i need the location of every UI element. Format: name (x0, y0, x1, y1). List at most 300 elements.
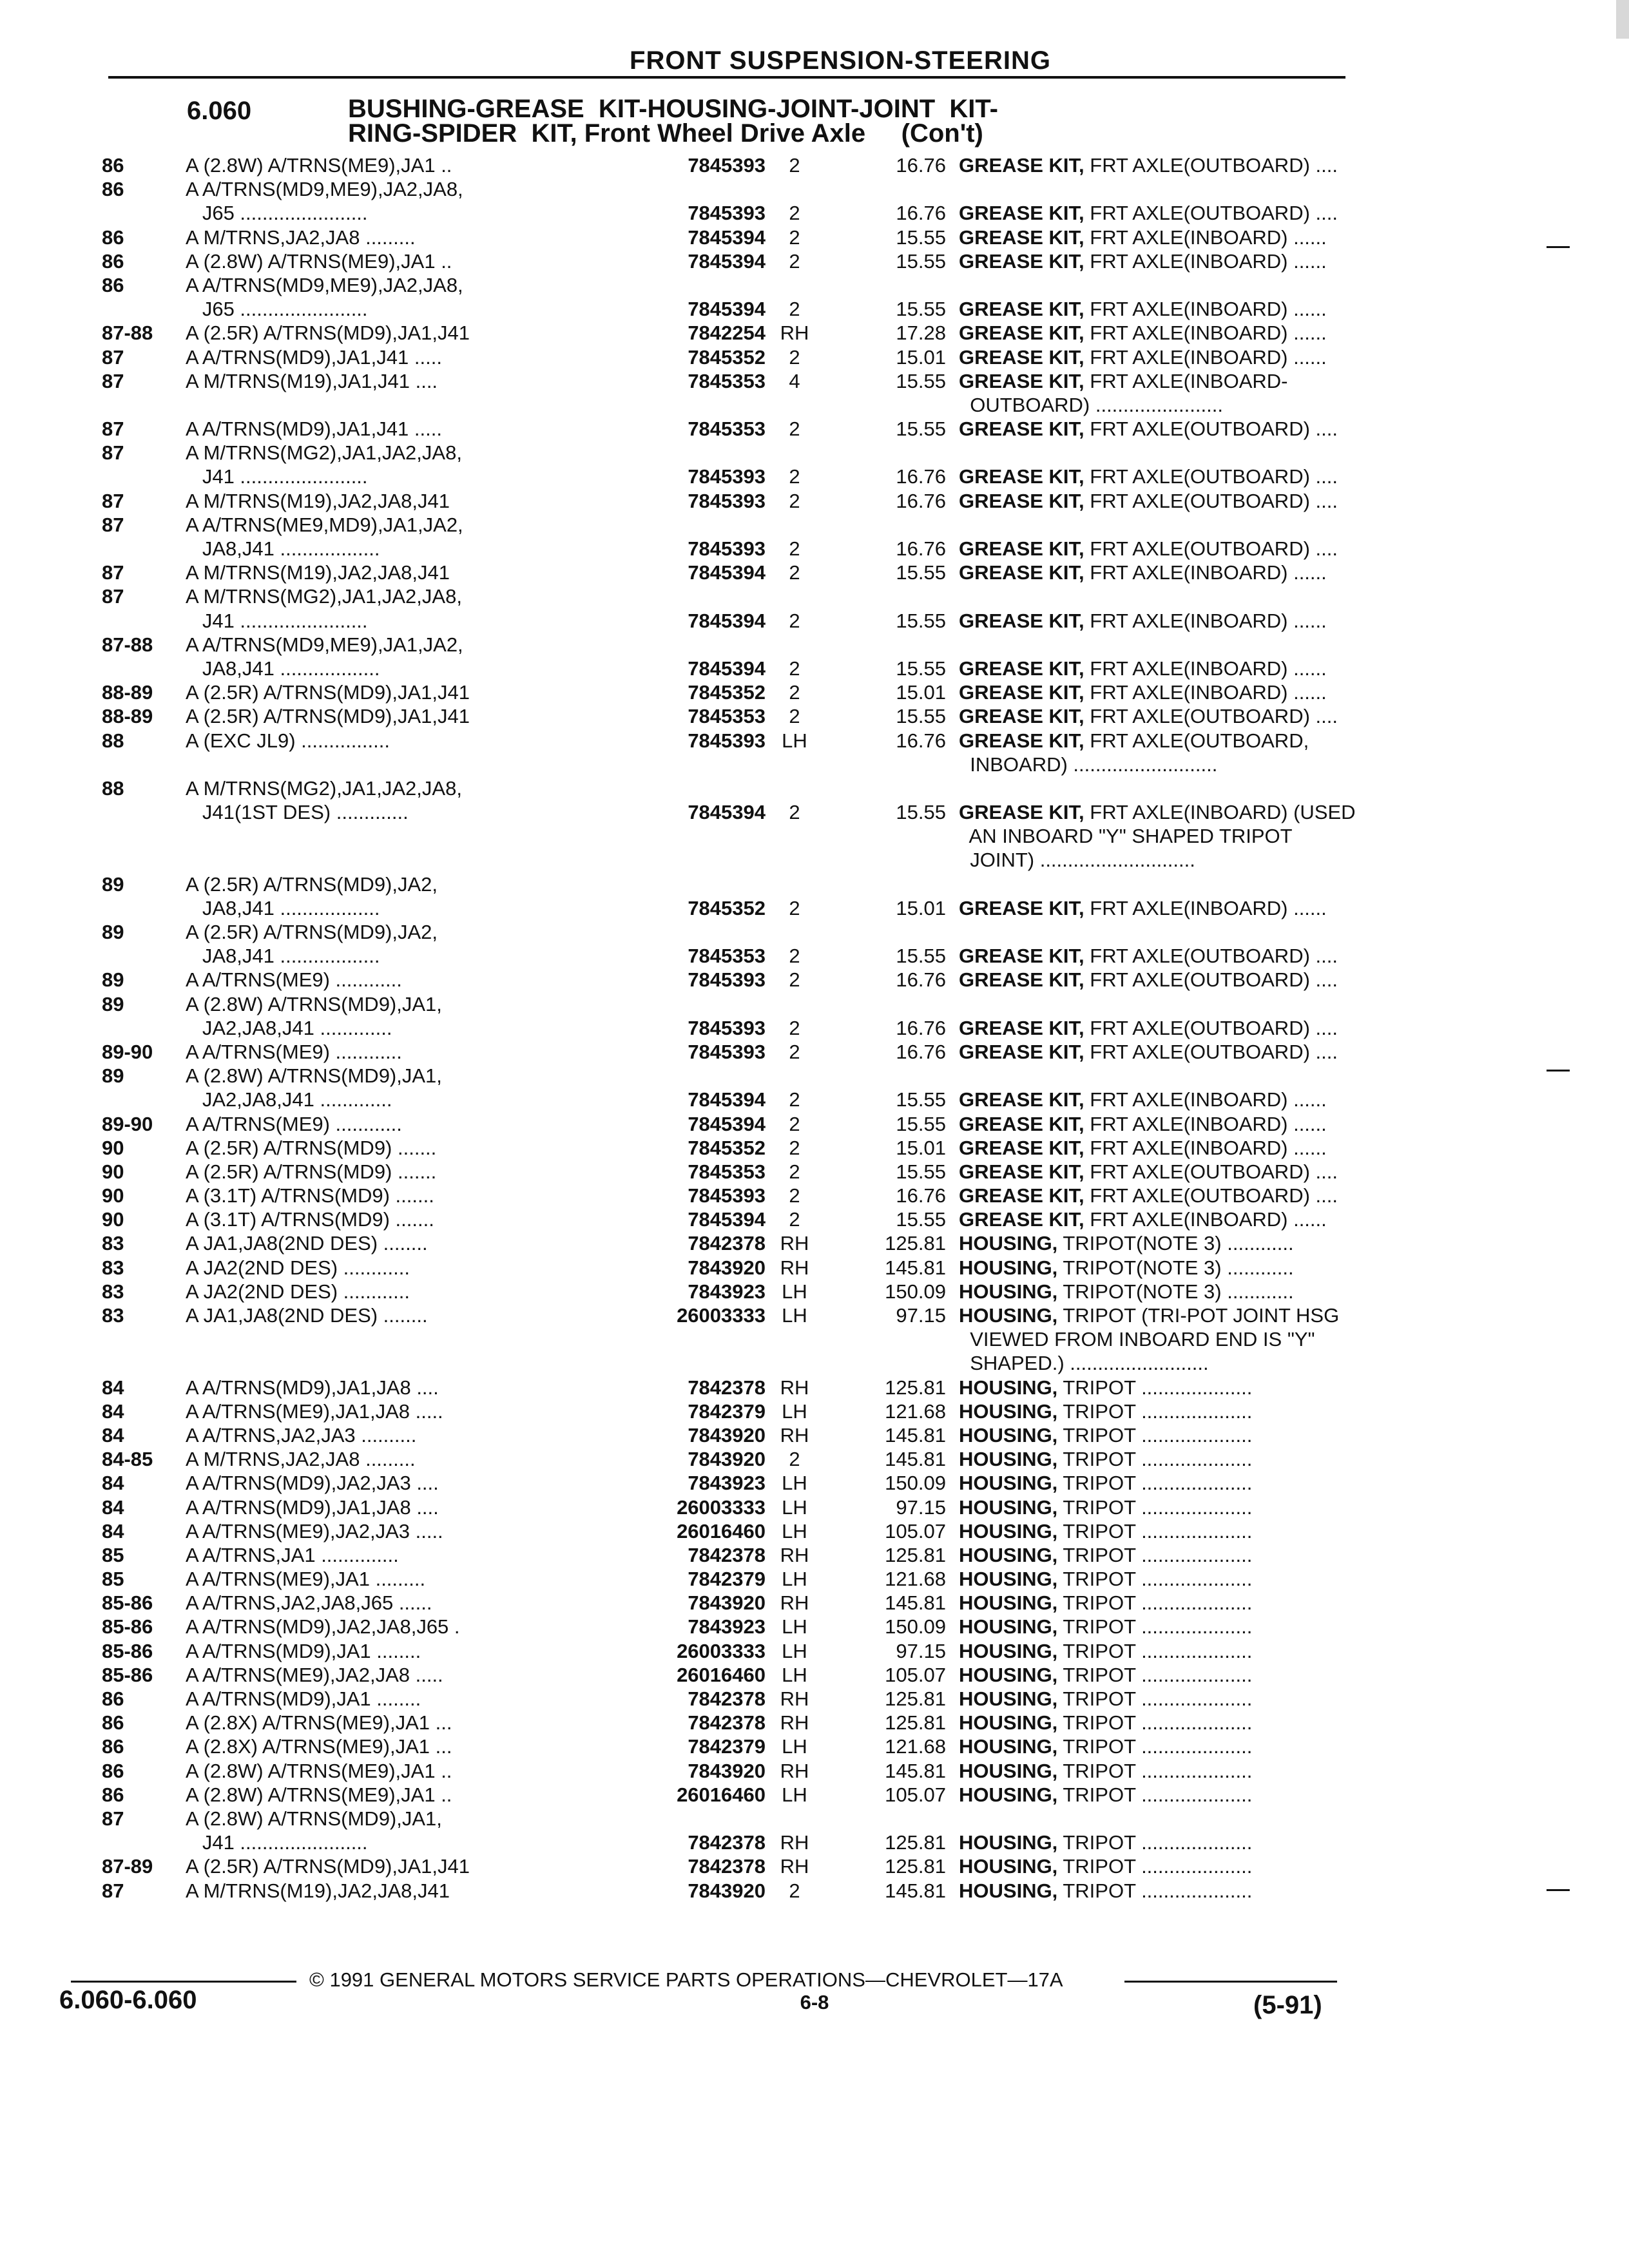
application: J41 ....................... (186, 1831, 368, 1854)
list-item (102, 1615, 1358, 1639)
item-detail: FRT AXLE(INBOARD) ...... (1084, 249, 1327, 273)
model-year: 87 (102, 513, 124, 536)
price: 105.07 (885, 1519, 946, 1542)
item-detail: TRIPOT .................... (1057, 1783, 1253, 1806)
model-year: 86 (102, 1711, 124, 1735)
price: 125.81 (885, 1831, 946, 1854)
price: 16.76 (896, 537, 946, 560)
list-item (102, 321, 1358, 345)
item-name: HOUSING, (959, 1376, 1058, 1399)
item-description (959, 1879, 1439, 1903)
item-name: HOUSING, (959, 1519, 1058, 1542)
model-year: 84-85 (102, 1448, 153, 1471)
item-detail: TRIPOT .................... (1057, 1423, 1253, 1446)
item-detail: FRT AXLE(INBOARD) ...... (1084, 609, 1327, 632)
application: A M/TRNS(MG2),JA1,JA2,JA8, (186, 441, 462, 465)
model-year: 86 (102, 1687, 124, 1710)
item-detail: FRT AXLE(OUTBOARD) .... (1084, 418, 1338, 441)
list-item (102, 1663, 1358, 1687)
model-year: 85-86 (102, 1639, 153, 1662)
part-number: 7843920 (688, 1591, 766, 1615)
application: J65 ....................... (186, 298, 368, 321)
quantity: 2 (789, 1208, 800, 1231)
part-number: 7845394 (688, 561, 766, 584)
item-detail: AN INBOARD "Y" SHAPED TRIPOT (959, 825, 1293, 848)
quantity: LH (782, 1304, 807, 1327)
price: 150.09 (885, 1280, 946, 1303)
application: JA8,J41 .................. (186, 896, 380, 919)
item-name: GREASE KIT, (959, 1112, 1084, 1135)
list-item (102, 1112, 1358, 1136)
item-detail: FRT AXLE(OUTBOARD) .... (1084, 202, 1338, 225)
item-name: HOUSING, (959, 1232, 1058, 1255)
model-year: 87 (102, 345, 124, 369)
item-description (959, 1831, 1439, 1854)
part-number: 7843923 (688, 1472, 766, 1495)
part-number: 7845352 (688, 681, 766, 704)
price: 16.76 (896, 489, 946, 512)
item-description (959, 1759, 1439, 1783)
margin-mark (1547, 1070, 1570, 1072)
item-description (959, 1040, 1439, 1064)
item-detail: FRT AXLE(OUTBOARD) .... (1084, 537, 1338, 560)
model-year: 90 (102, 1136, 124, 1159)
quantity: 2 (789, 202, 800, 225)
item-description (959, 1376, 1439, 1399)
quantity: 2 (789, 465, 800, 488)
application: A (2.8W) A/TRNS(ME9),JA1 .. (186, 249, 452, 273)
part-number: 7845394 (688, 609, 766, 632)
quantity: RH (780, 1831, 809, 1854)
price: 15.55 (896, 226, 946, 249)
item-name: HOUSING, (959, 1256, 1058, 1279)
item-name: GREASE KIT, (959, 657, 1084, 680)
item-description (959, 1711, 1439, 1735)
item-detail: FRT AXLE(OUTBOARD) .... (1084, 1040, 1338, 1063)
list-item (102, 872, 1358, 896)
item-detail: TRIPOT (TRI-POT JOINT HSG (1057, 1304, 1340, 1327)
list-item (102, 1567, 1358, 1591)
item-detail: SHAPED.) ......................... (959, 1352, 1209, 1375)
price: 16.76 (896, 968, 946, 992)
list-item (102, 609, 1358, 633)
header-rule (108, 76, 1345, 79)
quantity: 2 (789, 1088, 800, 1111)
item-detail: FRT AXLE(OUTBOARD) .... (1084, 154, 1338, 177)
model-year: 86 (102, 1759, 124, 1782)
application: A A/TRNS,JA2,JA8,J65 ...... (186, 1591, 432, 1615)
item-detail: FRT AXLE(INBOARD) ...... (1084, 1088, 1327, 1111)
part-number: 7845352 (688, 1136, 766, 1159)
item-description (959, 1423, 1439, 1447)
item-detail: FRT AXLE(INBOARD) (USED (1084, 801, 1356, 824)
application: A M/TRNS(MG2),JA1,JA2,JA8, (186, 585, 462, 608)
application: JA2,JA8,J41 ............. (186, 1088, 392, 1111)
item-description (959, 1543, 1439, 1567)
parts-list (102, 153, 1358, 1903)
list-item (102, 226, 1358, 249)
item-name: GREASE KIT, (959, 681, 1084, 704)
item-description (959, 1495, 1439, 1519)
quantity: 2 (789, 1016, 800, 1039)
application: A A/TRNS(ME9,MD9),JA1,JA2, (186, 513, 463, 536)
list-item (102, 1854, 1358, 1878)
list-item (102, 680, 1358, 704)
price: 15.55 (896, 249, 946, 273)
item-name: HOUSING, (959, 1639, 1058, 1662)
application: J41 ....................... (186, 609, 368, 632)
item-name: HOUSING, (959, 1735, 1058, 1758)
list-item (102, 1376, 1358, 1399)
price: 121.68 (885, 1735, 946, 1758)
item-description (959, 1447, 1439, 1471)
part-number: 7843920 (688, 1423, 766, 1446)
part-number: 7843920 (688, 1256, 766, 1279)
application: A M/TRNS(M19),JA2,JA8,J41 (186, 561, 450, 584)
application: A A/TRNS(MD9),JA1,JA8 .... (186, 1495, 439, 1519)
part-number: 7845394 (688, 1208, 766, 1231)
price: 145.81 (885, 1448, 946, 1471)
footer-date-code: (5-91) (1253, 1991, 1322, 2019)
item-name: HOUSING, (959, 1399, 1058, 1423)
item-description (959, 345, 1439, 369)
quantity: 2 (789, 657, 800, 680)
price: 121.68 (885, 1568, 946, 1591)
price: 16.76 (896, 202, 946, 225)
application: A M/TRNS(M19),JA1,J41 .... (186, 369, 438, 392)
list-item (102, 537, 1358, 561)
part-number: 7845394 (688, 801, 766, 824)
part-number: 26003333 (677, 1304, 766, 1327)
model-year: 86 (102, 154, 124, 177)
application: A (2.8X) A/TRNS(ME9),JA1 ... (186, 1711, 452, 1735)
item-name: GREASE KIT, (959, 561, 1084, 584)
price: 145.81 (885, 1256, 946, 1279)
list-item (102, 369, 1358, 393)
item-description (959, 1615, 1439, 1639)
item-detail: TRIPOT .................... (1057, 1448, 1253, 1471)
list-item (102, 1303, 1358, 1327)
list-item (102, 1879, 1358, 1903)
list-item (102, 657, 1358, 680)
list-item (102, 584, 1358, 608)
part-number: 26016460 (677, 1519, 766, 1542)
item-name: GREASE KIT, (959, 1160, 1084, 1183)
list-item (102, 489, 1358, 513)
application: J41(1ST DES) ............. (186, 801, 409, 824)
list-item (102, 297, 1358, 321)
item-description (959, 465, 1439, 488)
item-name: GREASE KIT, (959, 322, 1084, 345)
application: A A/TRNS(ME9),JA2,JA3 ..... (186, 1519, 443, 1542)
list-item (102, 704, 1358, 728)
application: A A/TRNS(ME9),JA1,JA8 ..... (186, 1399, 443, 1423)
application: A A/TRNS(MD9),JA2,JA3 .... (186, 1472, 439, 1495)
part-number: 7843920 (688, 1759, 766, 1782)
part-number: 7845394 (688, 1088, 766, 1111)
item-name: GREASE KIT, (959, 801, 1084, 824)
item-name: GREASE KIT, (959, 298, 1084, 321)
price: 15.01 (896, 896, 946, 919)
item-detail: TRIPOT .................... (1057, 1519, 1253, 1542)
footer-rule-left (71, 1981, 296, 1983)
application: A M/TRNS(M19),JA2,JA8,J41 (186, 489, 450, 512)
part-number: 7842379 (688, 1735, 766, 1758)
item-name: GREASE KIT, (959, 1040, 1084, 1063)
item-description (959, 609, 1439, 633)
list-item (102, 1471, 1358, 1495)
quantity: RH (780, 322, 809, 345)
item-description (959, 824, 1439, 848)
price: 97.15 (896, 1495, 946, 1519)
item-detail: TRIPOT(NOTE 3) ............ (1057, 1256, 1294, 1279)
list-item (102, 201, 1358, 225)
section-title (348, 97, 1186, 146)
quantity: LH (782, 1568, 807, 1591)
item-description (959, 1303, 1439, 1327)
application: A (2.5R) A/TRNS(MD9),JA1,J41 (186, 705, 470, 728)
part-number: 7842379 (688, 1399, 766, 1423)
item-description (959, 201, 1439, 225)
quantity: RH (780, 1855, 809, 1878)
application: A A/TRNS(MD9),JA2,JA8,J65 . (186, 1615, 460, 1639)
model-year: 87 (102, 489, 124, 512)
application: A A/TRNS(MD9,ME9),JA1,JA2, (186, 633, 463, 656)
section-number: 6.060 (187, 97, 252, 125)
list-item (102, 465, 1358, 488)
list-item (102, 1399, 1358, 1423)
item-name: GREASE KIT, (959, 1136, 1084, 1159)
quantity: 2 (789, 1448, 800, 1471)
list-item (102, 729, 1358, 753)
item-description (959, 1112, 1439, 1136)
item-detail: TRIPOT(NOTE 3) ............ (1057, 1280, 1294, 1303)
application: A M/TRNS,JA2,JA8 ......... (186, 226, 416, 249)
part-number: 7842378 (688, 1831, 766, 1854)
part-number: 7845353 (688, 705, 766, 728)
item-detail: TRIPOT .................... (1057, 1495, 1253, 1519)
quantity: LH (782, 1615, 807, 1639)
price: 15.55 (896, 801, 946, 824)
part-number: 7845393 (688, 968, 766, 992)
part-number: 26003333 (677, 1495, 766, 1519)
price: 16.76 (896, 154, 946, 177)
quantity: RH (780, 1232, 809, 1255)
list-item (102, 1088, 1358, 1111)
application: A JA1,JA8(2ND DES) ........ (186, 1304, 428, 1327)
application: A A/TRNS,JA1 .............. (186, 1543, 399, 1566)
list-item (102, 1759, 1358, 1783)
price: 125.81 (885, 1855, 946, 1878)
list-item (102, 1231, 1358, 1255)
price: 15.55 (896, 418, 946, 441)
application: A (2.5R) A/TRNS(MD9),JA1,J41 (186, 1855, 470, 1878)
quantity: RH (780, 1687, 809, 1710)
item-detail: TRIPOT .................... (1057, 1399, 1253, 1423)
item-description (959, 1256, 1439, 1280)
quantity: 2 (789, 537, 800, 560)
application: A (2.5R) A/TRNS(MD9) ....... (186, 1136, 437, 1159)
quantity: RH (780, 1256, 809, 1279)
application: A (3.1T) A/TRNS(MD9) ....... (186, 1208, 434, 1231)
item-detail: FRT AXLE(INBOARD) ...... (1084, 561, 1327, 584)
item-name: HOUSING, (959, 1711, 1058, 1735)
list-item (102, 992, 1358, 1016)
item-detail: TRIPOT .................... (1057, 1591, 1253, 1615)
part-number: 7845394 (688, 249, 766, 273)
list-item (102, 920, 1358, 944)
item-description (959, 848, 1439, 872)
application: JA8,J41 .................. (186, 657, 380, 680)
item-name: GREASE KIT, (959, 1208, 1084, 1231)
model-year: 85-86 (102, 1591, 153, 1615)
price: 97.15 (896, 1304, 946, 1327)
item-name: GREASE KIT, (959, 1088, 1084, 1111)
price: 15.55 (896, 369, 946, 392)
price: 125.81 (885, 1376, 946, 1399)
quantity: 2 (789, 226, 800, 249)
part-number: 7845394 (688, 657, 766, 680)
list-item (102, 968, 1358, 992)
model-year: 88-89 (102, 705, 153, 728)
part-number: 7842254 (688, 322, 766, 345)
model-year: 88 (102, 729, 124, 752)
page-title: FRONT SUSPENSION-STEERING (630, 46, 1051, 75)
part-number: 7845394 (688, 298, 766, 321)
price: 125.81 (885, 1711, 946, 1735)
footer-copyright: © 1991 GENERAL MOTORS SERVICE PARTS OPERATIONS—CHEVROLET—17A (309, 1968, 1063, 1991)
list-item (102, 896, 1358, 920)
quantity: LH (782, 1399, 807, 1423)
item-detail: FRT AXLE(INBOARD) ...... (1084, 1136, 1327, 1159)
item-description (959, 537, 1439, 561)
price: 15.01 (896, 1136, 946, 1159)
item-description (959, 1471, 1439, 1495)
item-detail: FRT AXLE(INBOARD) ...... (1084, 345, 1327, 369)
margin-mark (1547, 246, 1570, 248)
model-year: 88 (102, 776, 124, 800)
application: A A/TRNS(MD9),JA1,J41 ..... (186, 345, 442, 369)
part-number: 7843920 (688, 1879, 766, 1902)
quantity: LH (782, 729, 807, 752)
price: 125.81 (885, 1543, 946, 1566)
item-description (959, 1351, 1439, 1375)
application: A (2.5R) A/TRNS(MD9) ....... (186, 1160, 437, 1183)
quantity: 2 (789, 1184, 800, 1207)
item-description (959, 1016, 1439, 1040)
part-number: 7845353 (688, 945, 766, 968)
item-description (959, 1160, 1439, 1184)
item-detail: TRIPOT .................... (1057, 1663, 1253, 1686)
list-item (102, 153, 1358, 177)
quantity: LH (782, 1472, 807, 1495)
item-name: GREASE KIT, (959, 202, 1084, 225)
application: A (2.8W) A/TRNS(MD9),JA1, (186, 1807, 442, 1830)
item-name: GREASE KIT, (959, 369, 1084, 392)
item-detail: FRT AXLE(OUTBOARD) .... (1084, 1016, 1338, 1039)
item-detail: TRIPOT .................... (1057, 1615, 1253, 1639)
model-year: 86 (102, 249, 124, 273)
list-item (102, 1735, 1358, 1758)
item-description (959, 1663, 1439, 1687)
quantity: 2 (789, 298, 800, 321)
item-name: GREASE KIT, (959, 968, 1084, 992)
item-detail: TRIPOT .................... (1057, 1687, 1253, 1710)
part-number: 7845394 (688, 1112, 766, 1135)
application: A M/TRNS(M19),JA2,JA8,J41 (186, 1879, 450, 1902)
quantity: 2 (789, 609, 800, 632)
model-year: 89-90 (102, 1112, 153, 1135)
item-name: HOUSING, (959, 1448, 1058, 1471)
section-title-line-2: RING-SPIDER KIT, Front Wheel Drive Axle (Con't) (348, 119, 983, 148)
item-detail: TRIPOT .................... (1057, 1711, 1253, 1735)
price: 105.07 (885, 1663, 946, 1686)
item-description (959, 1519, 1439, 1543)
item-detail: FRT AXLE(INBOARD) ...... (1084, 896, 1327, 919)
model-year: 86 (102, 178, 124, 201)
margin-mark (1547, 1889, 1570, 1891)
quantity: 2 (789, 705, 800, 728)
list-item (102, 753, 1358, 776)
quantity: 2 (789, 489, 800, 512)
model-year: 87 (102, 1807, 124, 1830)
item-description (959, 1854, 1439, 1878)
price: 145.81 (885, 1423, 946, 1446)
quantity: RH (780, 1759, 809, 1782)
item-detail: TRIPOT .................... (1057, 1639, 1253, 1662)
item-detail: TRIPOT .................... (1057, 1543, 1253, 1566)
item-description (959, 1231, 1439, 1255)
item-detail: TRIPOT .................... (1057, 1879, 1253, 1902)
part-number: 7845393 (688, 537, 766, 560)
footer-rule-right (1124, 1981, 1337, 1983)
application: A M/TRNS(MG2),JA1,JA2,JA8, (186, 776, 462, 800)
application: A (2.8W) A/TRNS(ME9),JA1 .. (186, 1783, 452, 1806)
part-number: 7842378 (688, 1855, 766, 1878)
list-item (102, 848, 1358, 872)
part-number: 26016460 (677, 1783, 766, 1806)
model-year: 85-86 (102, 1663, 153, 1686)
item-description (959, 489, 1439, 513)
quantity: RH (780, 1376, 809, 1399)
item-description (959, 561, 1439, 584)
application: JA2,JA8,J41 ............. (186, 1016, 392, 1039)
item-description (959, 417, 1439, 441)
application: A (3.1T) A/TRNS(MD9) ....... (186, 1184, 434, 1207)
item-description (959, 1639, 1439, 1663)
item-detail: FRT AXLE(OUTBOARD) .... (1084, 465, 1338, 488)
price: 15.55 (896, 1112, 946, 1135)
quantity: LH (782, 1735, 807, 1758)
price: 15.55 (896, 1088, 946, 1111)
list-item (102, 177, 1358, 201)
price: 15.55 (896, 1160, 946, 1183)
item-name: HOUSING, (959, 1759, 1058, 1782)
price: 16.76 (896, 1184, 946, 1207)
quantity: 2 (789, 1112, 800, 1135)
quantity: 2 (789, 681, 800, 704)
item-description (959, 657, 1439, 680)
application: A A/TRNS(ME9) ............ (186, 1112, 402, 1135)
item-name: GREASE KIT, (959, 896, 1084, 919)
part-number: 7845393 (688, 729, 766, 752)
item-name: HOUSING, (959, 1687, 1058, 1710)
part-number: 7842379 (688, 1568, 766, 1591)
quantity: 2 (789, 945, 800, 968)
application: A A/TRNS(MD9),JA1,JA8 .... (186, 1376, 439, 1399)
part-number: 7843920 (688, 1448, 766, 1471)
price: 145.81 (885, 1879, 946, 1902)
